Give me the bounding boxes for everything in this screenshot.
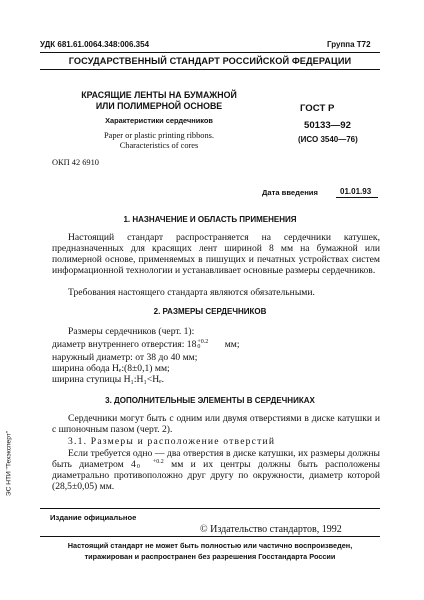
hub-width-line: ширина ступицы H₁:H₁<Hₑ. [52,374,165,385]
iso-reference: (ИСО 3540—76) [298,135,358,144]
date-underline [336,197,378,198]
inner-diameter-text: диаметр внутреннего отверстия: 18 [52,339,197,350]
footer-rule-bottom [40,536,380,537]
hole-text-b: мм и их центры должны быть расположены диаметрально противоположно друг другу по окружности, диаметр которой (28,5±0,05) мм. [52,459,380,492]
section-2-intro: Размеры сердечников (черт. 1): [68,326,195,337]
ru-title-line-2: ИЛИ ПОЛИМЕРНОЙ ОСНОВЕ [95,101,223,111]
notice-line-1: Настоящий стандарт не может быть полностью или частично воспроизведен, [67,541,353,550]
section-1-paragraph-1: Настоящий стандарт распространяется на сердечники катушек, предназначенных для красящих лент шириной 8 мм на бумажной или полимерной основе, применяемых в пишущих и печатных устройствах систем информационной технологии и устанавливает основные размеры сердечников. [52,232,380,276]
section-2-heading: 2. РАЗМЕРЫ СЕРДЕЧНИКОВ [153,307,267,316]
notice-line-2: тиражирован и распространен без разрешения Госстандарта России [84,552,336,561]
section-3-1-heading: 3.1. Размеры и расположение отверстий [68,436,276,447]
inner-diameter-line [52,339,240,350]
en-title-line-2: Characteristics of cores [119,141,199,150]
ru-title-line-1: КРАСЯЩИЕ ЛЕНТЫ НА БУМАЖНОЙ [81,90,237,100]
hole-text-a: Если требуется одно — два отверстия в диске катушки, их размеры должны быть диаметром 4 [52,448,380,470]
section-3-paragraph-1: Сердечники могут быть с одним или двумя отверстиями в диске катушки и с шпоночным пазом (черт. 2). [52,413,380,435]
official-edition: Издание официальное [50,513,137,522]
inner-diameter-tolerance: +0.2 0 [197,338,209,350]
hole-diameter-tolerance: +0.2 0 [136,458,164,470]
gost-number: 50133—92 [304,120,351,131]
gost-label: ГОСТ Р [300,103,335,114]
section-3-heading: 3. ДОПОЛНИТЕЛЬНЫЕ ЭЛЕМЕНТЫ В СЕРДЕЧНИКАХ [105,396,315,405]
section-3-paragraph-2 [52,448,380,492]
header-rule-bottom [40,69,380,70]
date-label: Дата введения [262,188,318,197]
date-value: 01.01.93 [340,187,372,196]
udk-code: УДК 681.61.0064.348:006.354 [40,40,150,49]
group-code: Группа Т72 [327,40,371,49]
inner-diameter-unit: мм; [224,339,240,350]
footer-rule-top [40,508,380,509]
rim-width-line: ширина обода Hₑ:(8±0,1) мм; [52,363,170,374]
outer-diameter-line: наружный диаметр: от 38 до 40 мм; [52,352,198,363]
standard-title: ГОСУДАРСТВЕННЫЙ СТАНДАРТ РОССИЙСКОЙ ФЕДЕРАЦИИ [68,56,352,66]
section-1-paragraph-2: Требования настоящего стандарта являются обязательными. [68,287,315,298]
ru-subtitle: Характеристики сердечников [105,116,213,125]
en-title-line-1: Paper or plastic printing ribbons. [103,131,215,140]
side-stamp: ЭС НТИ "Техэксперт" [5,430,13,497]
okp-code: ОКП 42 6910 [52,158,99,167]
section-1-heading: 1. НАЗНАЧЕНИЕ И ОБЛАСТЬ ПРИМЕНЕНИЯ [123,215,297,224]
header-rule-top [40,52,380,53]
copyright-line: © Издательство стандартов, 1992 [200,524,342,535]
